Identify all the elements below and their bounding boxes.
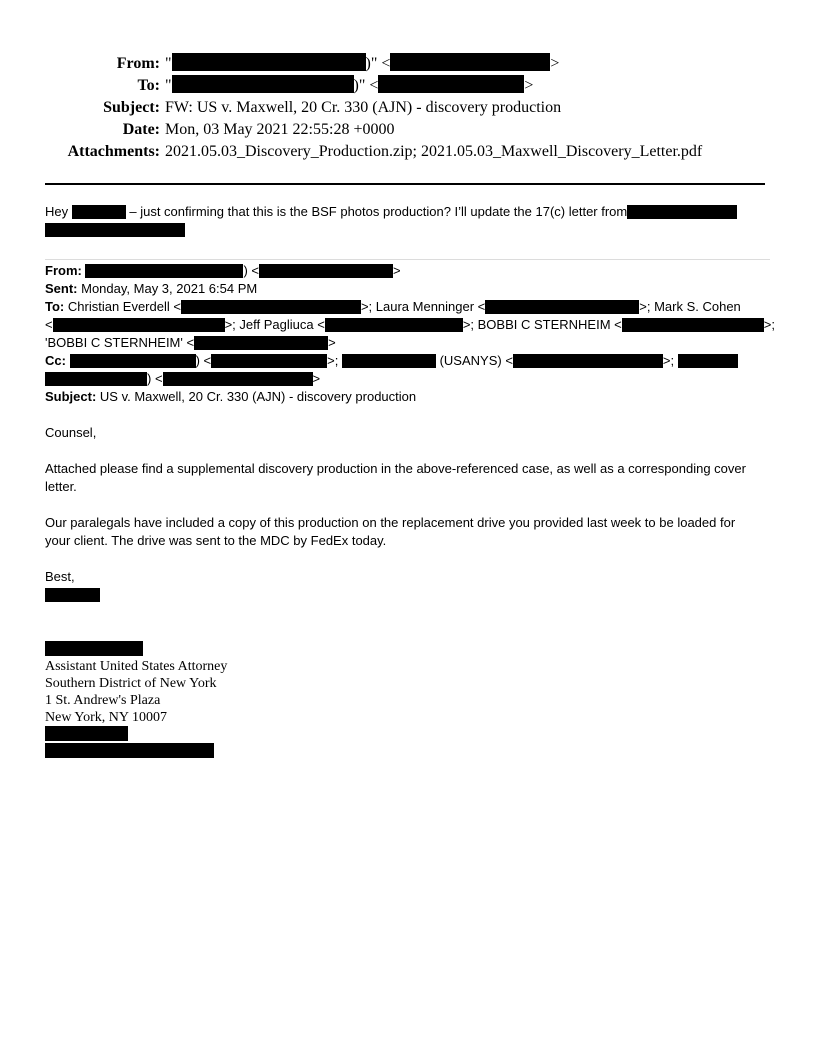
reply-message: Hey – just confirming that this is the BSF photos production? I’ll update the 17(c) letter from xyxy=(45,203,771,239)
date-label: Date: xyxy=(122,121,160,138)
subject-label: Subject: xyxy=(103,99,160,116)
header-divider xyxy=(45,183,765,185)
redaction xyxy=(627,205,737,219)
redaction xyxy=(45,223,185,237)
signature-address-2: New York, NY 10007 xyxy=(45,710,167,725)
redaction xyxy=(53,318,225,332)
paragraph-2: Our paralegals have included a copy of this production on the replacement drive you provided last week to be loaded for your client. The drive was sent to the MDC by FedEx today. xyxy=(45,515,736,548)
from-label: From: xyxy=(116,55,160,72)
redaction xyxy=(485,300,639,314)
header-attachments-row xyxy=(0,141,816,163)
redaction xyxy=(678,354,738,368)
redaction xyxy=(70,354,196,368)
redaction xyxy=(45,743,214,758)
redaction xyxy=(163,372,313,386)
greeting: Counsel, xyxy=(45,425,97,440)
redaction xyxy=(172,75,354,93)
message-divider xyxy=(45,259,770,260)
signature-address-1: 1 St. Andrew's Plaza xyxy=(45,693,161,708)
redaction xyxy=(45,588,100,602)
redaction xyxy=(85,264,243,278)
redaction xyxy=(325,318,463,332)
redaction xyxy=(45,641,143,656)
redaction xyxy=(378,75,524,93)
signature-title: Assistant United States Attorney xyxy=(45,659,228,674)
redaction xyxy=(194,336,328,350)
attachments-value: 2021.05.03_Discovery_Production.zip; 2021.05.03_Maxwell_Discovery_Letter.pdf xyxy=(165,143,703,160)
fwd-subject-row: Subject: US v. Maxwell, 20 Cr. 330 (AJN) - discovery production xyxy=(45,389,417,404)
fwd-cc-row: Cc: ) < >; (USANYS) < >; xyxy=(45,352,771,370)
redaction xyxy=(72,205,126,219)
redaction xyxy=(259,264,393,278)
attachments-label: Attachments: xyxy=(67,143,160,160)
date-value: Mon, 03 May 2021 22:55:28 +0000 xyxy=(165,121,395,138)
header-from-row xyxy=(0,53,816,75)
subject-value: FW: US v. Maxwell, 20 Cr. 330 (AJN) - discovery production xyxy=(165,99,562,116)
signature-block xyxy=(45,641,227,760)
header-subject-row xyxy=(0,97,816,119)
signature-office: Southern District of New York xyxy=(45,676,217,691)
header-date-row xyxy=(0,119,816,141)
redaction xyxy=(211,354,327,368)
forwarded-message: From: ) < > Sent: Monday, May 3, 2021 6:54 PM To: Christian Everdell < >; Laura Menninger < >; Mark S. Cohen < >; Jeff Pagliuca < >; BOBBI C STERNHEIM < >; 'BOBBI C STERNHEIM' < > Cc: ) < >; (USANYS) < >; ) < > Subject: US v. Maxwell, 20 Cr. 330 (AJN) - discovery production Counsel, Attached please find a supplemental discovery production in the above-referenced case, as well as a corresponding cover letter. Our paralegals have included a copy of this production on the replacement drive you provided last week to be loaded for your client. The drive was sent to the MDC by FedEx today. Best, xyxy=(45,262,771,604)
redaction xyxy=(45,372,147,386)
redaction xyxy=(45,726,128,741)
fwd-from-row: From: ) < > xyxy=(45,263,401,278)
email-header xyxy=(0,53,816,163)
from-value: " )" < > xyxy=(165,55,560,72)
to-value: " )" < > xyxy=(165,77,534,94)
redaction xyxy=(181,300,361,314)
redaction xyxy=(342,354,436,368)
redaction xyxy=(390,53,550,71)
redaction xyxy=(513,354,663,368)
to-label: To: xyxy=(137,77,160,94)
fwd-to-row: To: Christian Everdell < >; Laura Menninger < >; Mark S. Cohen xyxy=(45,299,741,314)
closing: Best, xyxy=(45,569,75,584)
fwd-sent-row: Sent: Monday, May 3, 2021 6:54 PM xyxy=(45,281,258,296)
header-to-row xyxy=(0,75,816,97)
redaction xyxy=(622,318,764,332)
redaction xyxy=(172,53,366,71)
paragraph-1: Attached please find a supplemental discovery production in the above-referenced case, as well as a corresponding cover letter. xyxy=(45,461,746,494)
